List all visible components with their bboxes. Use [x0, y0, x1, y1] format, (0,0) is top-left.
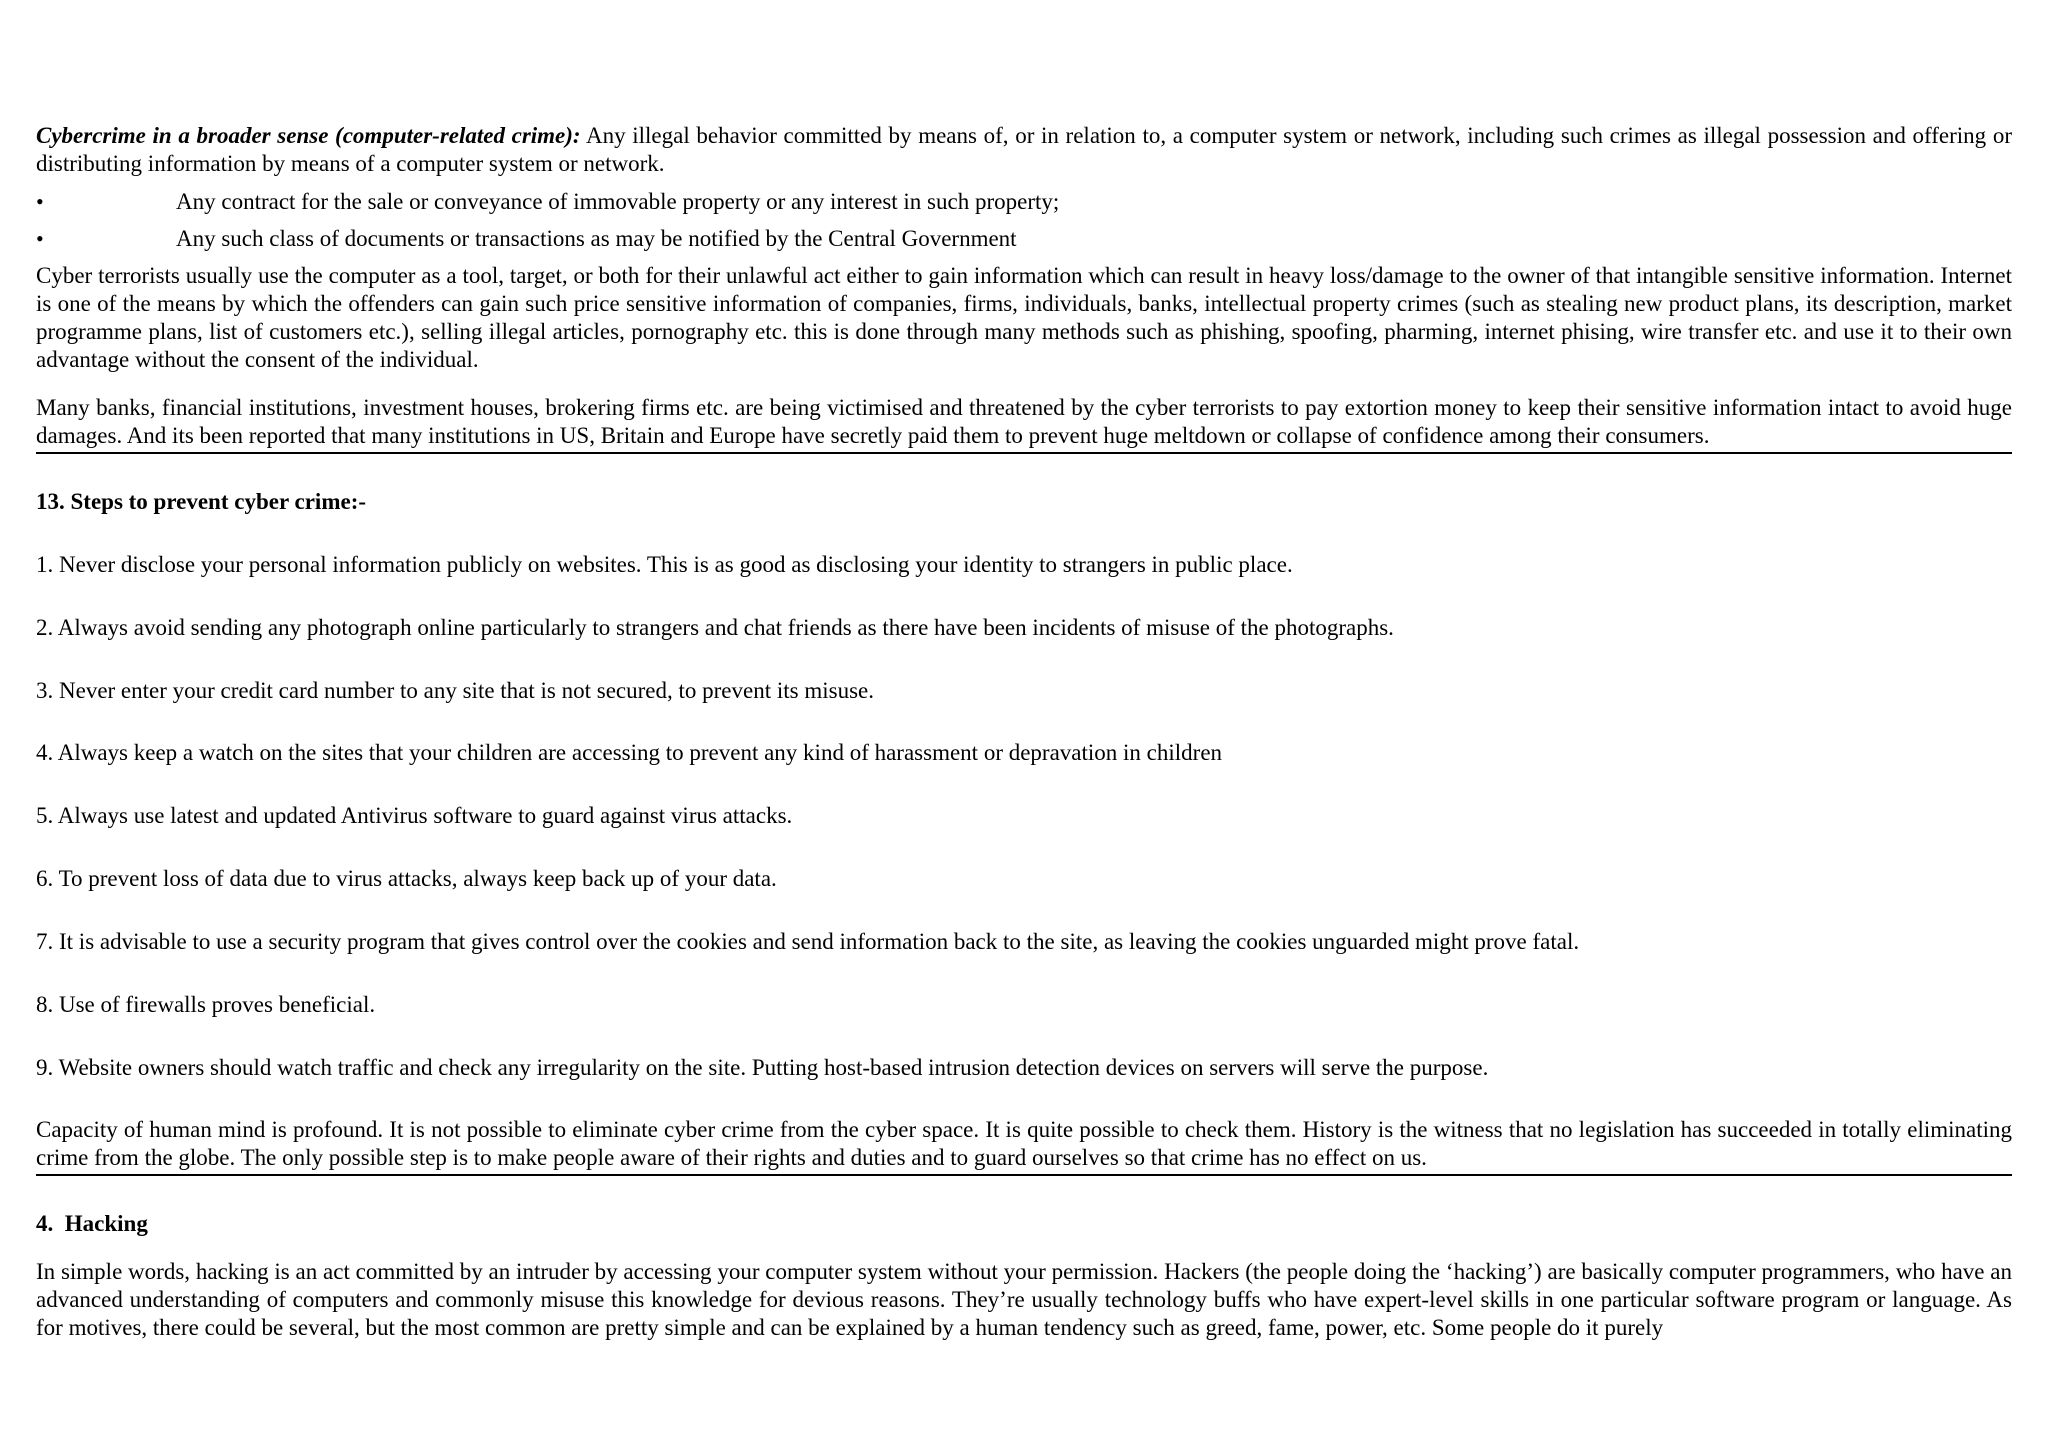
bullet-marker: • — [36, 226, 44, 251]
prevention-heading: 13. Steps to prevent cyber crime:- — [36, 489, 367, 514]
hacking-paragraph: In simple words, hacking is an act committed by an intruder by accessing your computer system without your permission. Hackers (the people doing the ‘hacking’) are basically computer programmers, who have an advanced understanding of computers and commonly misuse this knowledge for devious reasons. They’re usually technology buffs who have expert-level skills in one particular software program or language. As for motives, there could be several, but the most common are pretty simple and can be explained by a human tendency such as greed, fame, power, etc. Some people do it purely — [36, 1259, 2012, 1340]
prevention-step: 1. Never disclose your personal information publicly on websites. This is as good as disclosing your identity to strangers in public place. — [36, 552, 1293, 577]
document-page — [36, 122, 2012, 1342]
prevention-step: 3. Never enter your credit card number to any site that is not secured, to prevent its misuse. — [36, 678, 874, 703]
bullet-text: Any such class of documents or transactions as may be notified by the Central Government — [176, 226, 1017, 251]
definition-paragraph — [36, 122, 2012, 178]
section-divider — [36, 1174, 2012, 1176]
prevention-step: 7. It is advisable to use a security program that gives control over the cookies and send information back to the site, as leaving the cookies unguarded might prove fatal. — [36, 929, 1580, 954]
bullet-item — [36, 225, 2012, 253]
bullet-marker: • — [36, 189, 44, 214]
prevention-step: 5. Always use latest and updated Antivirus software to guard against virus attacks. — [36, 803, 793, 828]
prevention-step: 9. Website owners should watch traffic and check any irregularity on the site. Putting host-based intrusion detection devices on servers will serve the purpose. — [36, 1055, 1489, 1080]
definition-term: Cybercrime in a broader sense (computer-related crime): — [36, 123, 581, 148]
definition-text: Any illegal behavior committed by means of, or in relation to, a computer system or network, including such crimes as illegal possession and offering or distributing information by means of a computer system or network. — [36, 123, 2012, 176]
prevention-step: 2. Always avoid sending any photograph online particularly to strangers and chat friends as there have been incidents of misuse of the photographs. — [36, 615, 1394, 640]
section-divider — [36, 452, 2012, 454]
prevention-step: 6. To prevent loss of data due to virus attacks, always keep back up of your data. — [36, 866, 777, 891]
hacking-heading: 4. Hacking — [36, 1211, 148, 1236]
bullet-text: Any contract for the sale or conveyance of immovable property or any interest in such property; — [176, 189, 1060, 214]
bullet-item — [36, 188, 2012, 216]
banks-paragraph: Many banks, financial institutions, investment houses, brokering firms etc. are being victimised and threatened by the cyber terrorists to pay extortion money to keep their sensitive information intact to avoid huge damages. And its been reported that many institutions in US, Britain and Europe have secretly paid them to prevent huge meltdown or collapse of confidence among their consumers. — [36, 395, 2012, 448]
prevention-step: 8. Use of firewalls proves beneficial. — [36, 992, 376, 1017]
prevention-step: 4. Always keep a watch on the sites that your children are accessing to prevent any kind of harassment or depravation in children — [36, 740, 1223, 765]
terrorists-paragraph: Cyber terrorists usually use the computer as a tool, target, or both for their unlawful act either to gain information which can result in heavy loss/damage to the owner of that intangible sensitive information. Internet is one of the means by which the offenders can gain such price sensitive information of companies, firms, individuals, banks, intellectual property crimes (such as stealing new product plans, its description, market programme plans, list of customers etc.), selling illegal articles, pornography etc. this is done through many methods such as phishing, spoofing, pharming, internet phising, wire transfer etc. and use it to their own advantage without the consent of the individual. — [36, 263, 2012, 372]
conclusion-paragraph: Capacity of human mind is profound. It is not possible to eliminate cyber crime from the cyber space. It is quite possible to check them. History is the witness that no legislation has succeeded in totally eliminating crime from the globe. The only possible step is to make people aware of their rights and duties and to guard ourselves so that crime has no effect on us. — [36, 1117, 2012, 1170]
